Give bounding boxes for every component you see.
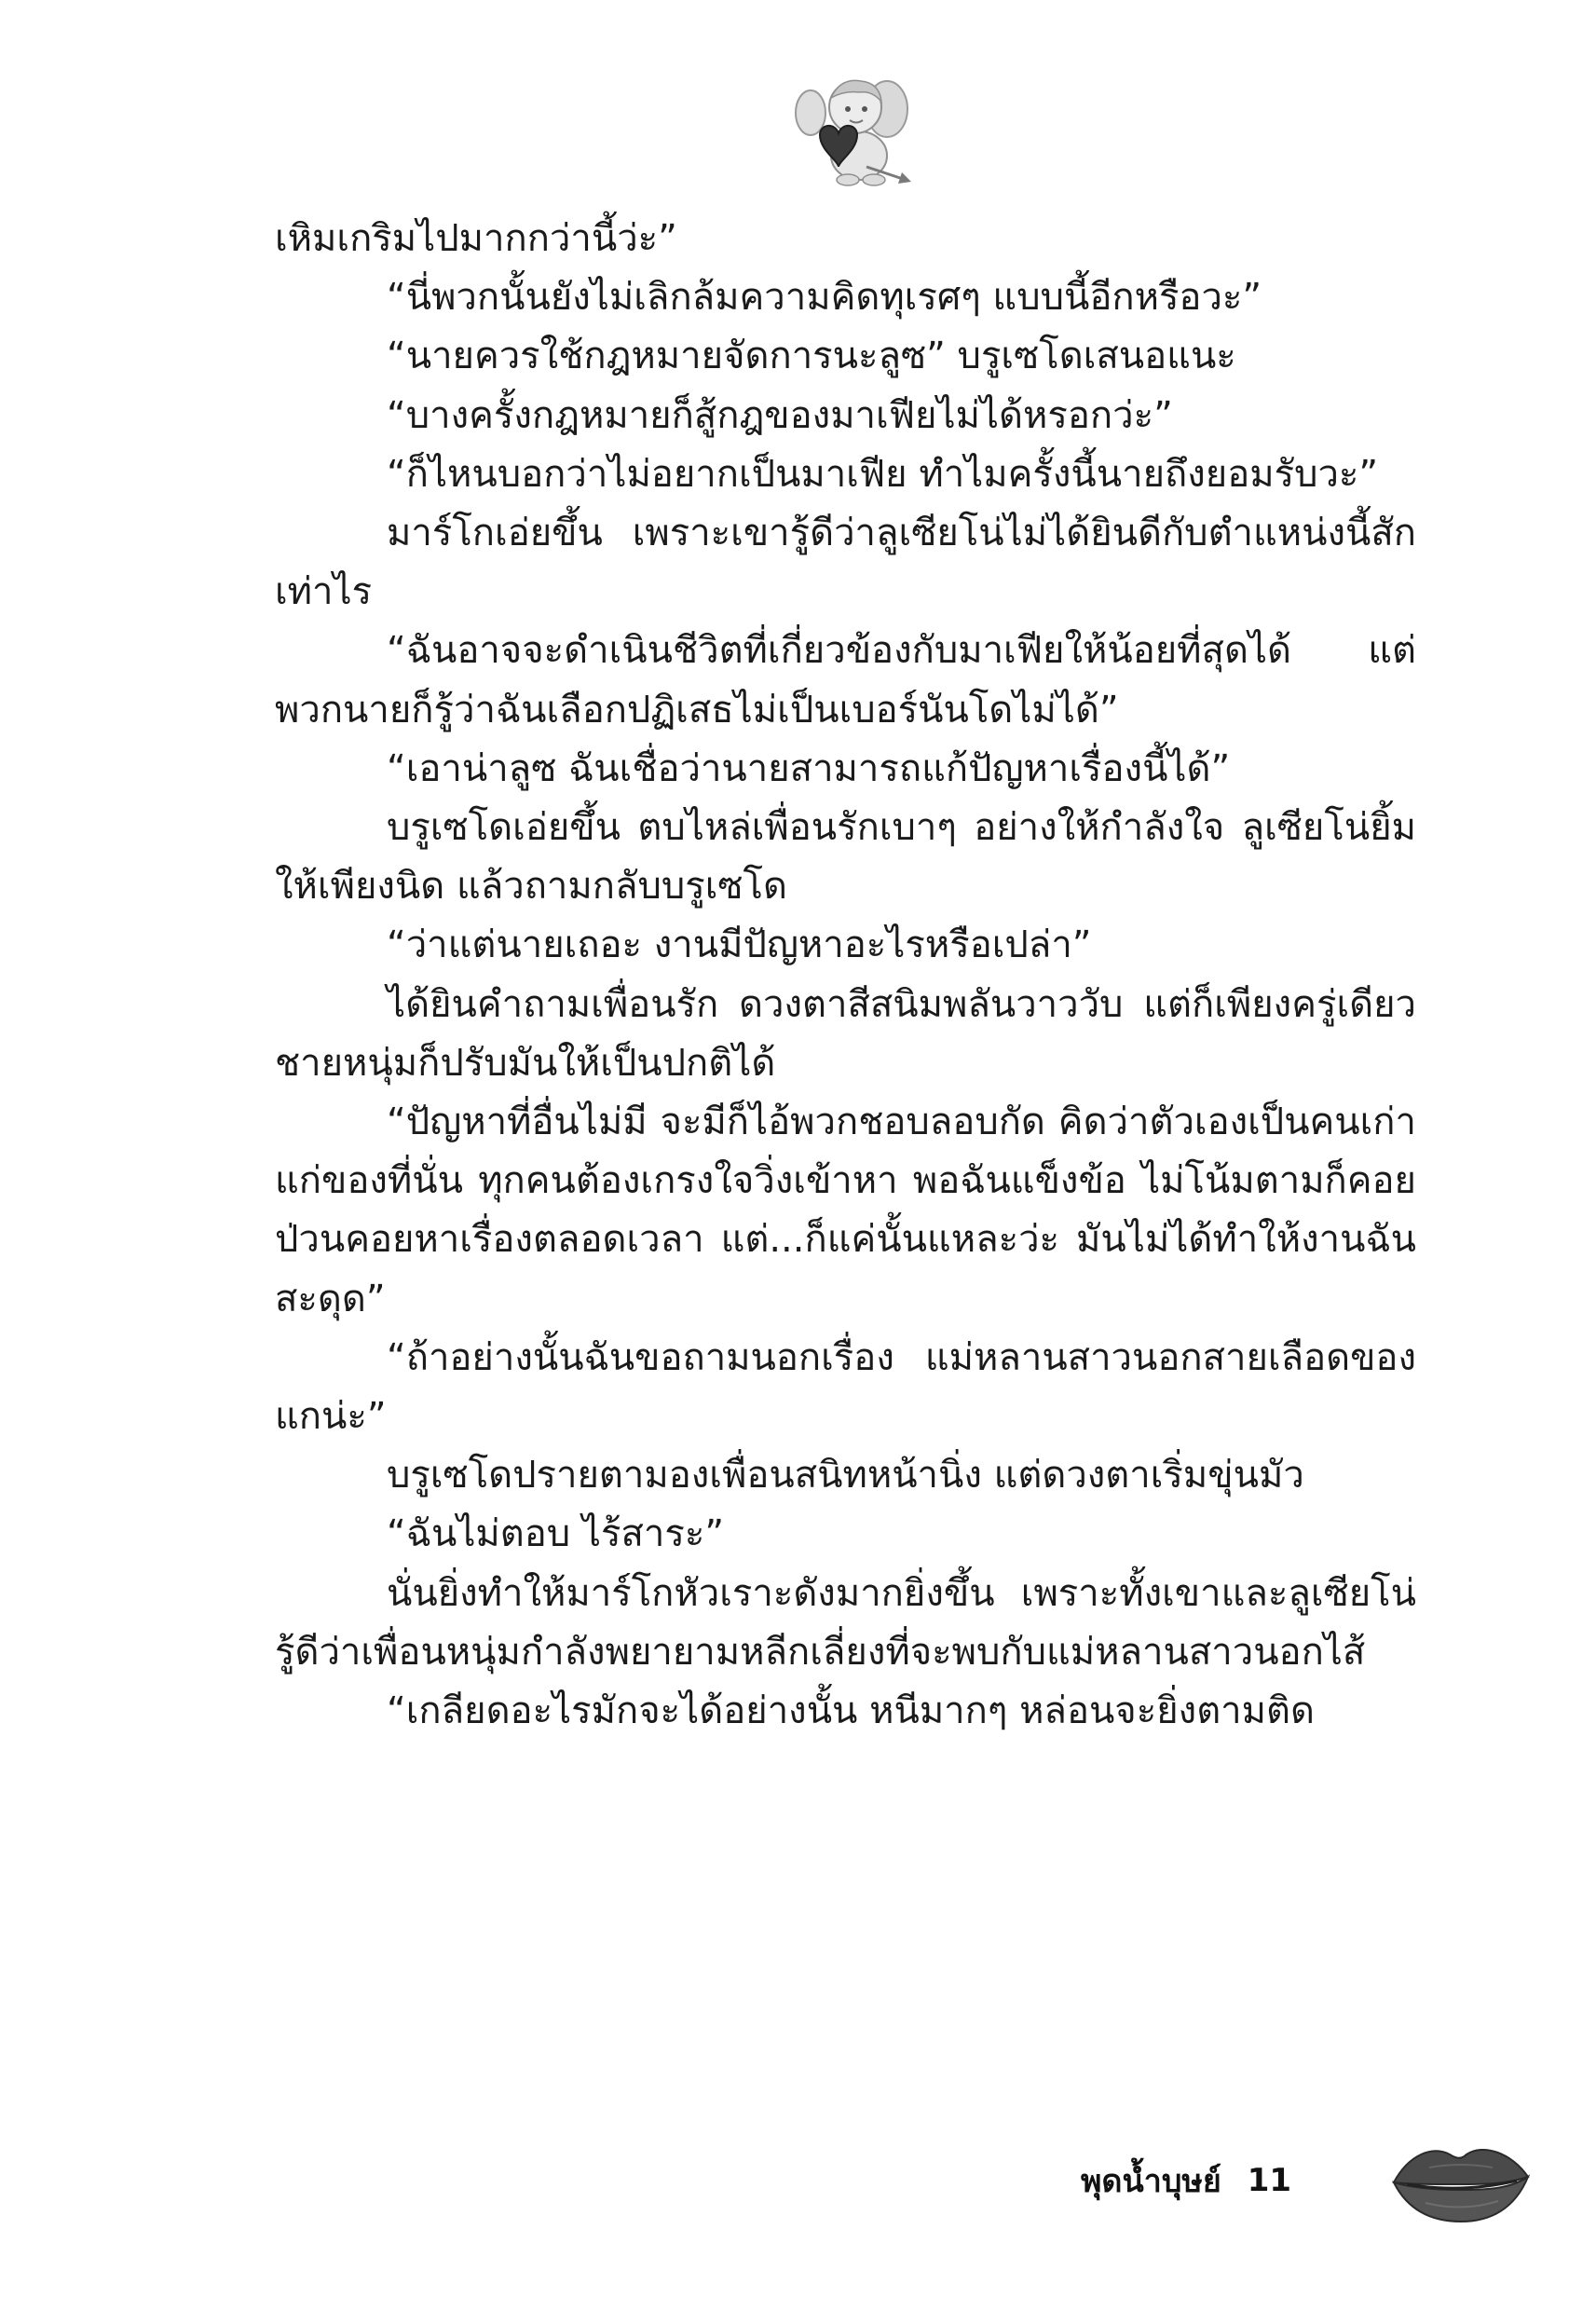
paragraph: “ก็ไหนบอกว่าไม่อยากเป็นมาเฟีย ทำไมครั้งนี้นายถึงยอมรับวะ” xyxy=(387,452,1379,496)
paragraph: “ปัญหาที่อื่นไม่มี จะมีก็ไอ้พวกชอบลอบกัด คิดว่าตัวเองเป็นคนเก่าแก่ของที่นั่น ทุกคนต้องเกรงใจวิ่งเข้าหา พอฉันแข็งข้อ ไม่โน้มตามก็คอยป่วนคอยหาเรื่องตลอดเวลา แต่...ก็แค่นั้นแหละว่ะ มันไม่ได้ทำให้งานฉันสะดุด” xyxy=(275,1101,1416,1320)
paragraph: “เกลียดอะไรมักจะได้อย่างนั้น หนีมากๆ หล่อนจะยิ่งตามติด xyxy=(387,1689,1315,1733)
paragraph: “ฉันไม่ตอบ ไร้สาระ” xyxy=(387,1512,725,1556)
paragraph: นั่นยิ่งทำให้มาร์โกหัวเราะดังมากยิ่งขึ้น เพราะทั้งเขาและลูเซียโน่รู้ดีว่าเพื่อนหนุ่มกำลังพยายามหลีกเลี่ยงที่จะพบกับแม่หลานสาวนอกไส้ xyxy=(275,1571,1416,1674)
paragraph: “เอาน่าลูซ ฉันเชื่อว่านายสามารถแก้ปัญหาเรื่องนี้ได้” xyxy=(387,746,1231,790)
paragraph: “นี่พวกนั้นยังไม่เลิกล้มความคิดทุเรศๆ แบบนี้อีกหรือวะ” xyxy=(387,276,1262,320)
paragraph: บรูเซโดเอ่ยขึ้น ตบไหล่เพื่อนรักเบาๆ อย่างให้กำลังใจ ลูเซียโน่ยิ้มให้เพียงนิด แล้วถามกลับบรูเซโด xyxy=(275,806,1416,909)
paragraph: “ถ้าอย่างนั้นฉันขอถามนอกเรื่อง แม่หลานสาวนอกสายเลือดของแกน่ะ” xyxy=(275,1335,1416,1439)
paragraph: “ฉันอาจจะดำเนินชีวิตที่เกี่ยวข้องกับมาเฟียให้น้อยที่สุดได้ แต่พวกนายก็รู้ว่าฉันเลือกปฏิเสธไม่เป็นเบอร์นันโดไม่ได้” xyxy=(275,629,1416,732)
lips-kiss-icon xyxy=(1388,2134,1533,2227)
paragraph: ได้ยินคำถามเพื่อนรัก ดวงตาสีสนิมพลันวาววับ แต่ก็เพียงครู่เดียว ชายหนุ่มก็ปรับมันให้เป็นปกติได้ xyxy=(275,982,1416,1085)
paragraph: “บางครั้งกฎหมายก็สู้กฎของมาเฟียไม่ได้หรอกว่ะ” xyxy=(387,393,1173,437)
paragraph: มาร์โกเอ่ยขึ้น เพราะเขารู้ดีว่าลูเซียโน่ไม่ได้ยินดีกับตำแหน่งนี้สักเท่าไร xyxy=(275,512,1416,614)
page-footer xyxy=(1081,2143,1291,2218)
paragraph: “นายควรใช้กฎหมายจัดการนะลูซ” บรูเซโดเสนอแนะ xyxy=(387,335,1236,378)
page-number: 11 xyxy=(1247,2162,1292,2199)
paragraph: “ว่าแต่นายเถอะ งานมีปัญหาอะไรหรือเปล่า” xyxy=(387,923,1092,967)
paragraph: เหิมเกริมไปมากกว่านี้ว่ะ” xyxy=(275,217,677,260)
body-text xyxy=(275,210,1416,1741)
cupid-heart-icon xyxy=(783,70,913,191)
book-title: พุดน้ำบุษย์ xyxy=(1081,2163,1221,2200)
paragraph: บรูเซโดปรายตามองเพื่อนสนิทหน้านิ่ง แต่ดวงตาเริ่มขุ่นมัว xyxy=(387,1454,1304,1497)
